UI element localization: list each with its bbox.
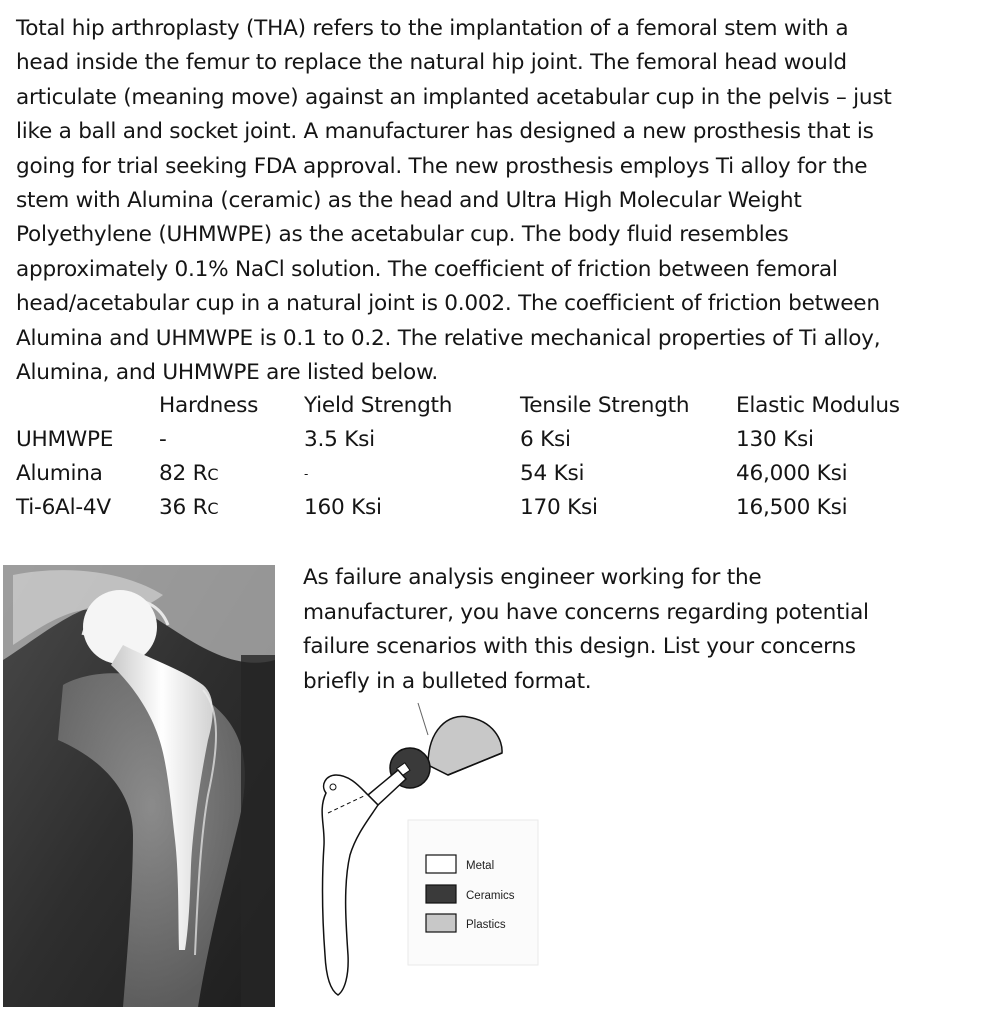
legend-swatch-plastics <box>426 914 456 932</box>
row-tensile: 54 Ksi <box>520 461 585 486</box>
question-line: As failure analysis engineer working for the <box>303 565 762 590</box>
intro-line: Alumina and UHMWPE is 0.1 to 0.2. The relative mechanical properties of Ti alloy, <box>16 325 881 351</box>
intro-line: head/acetabular cup in a natural joint is 0.002. The coefficient of friction between <box>16 291 880 317</box>
row-material: UHMWPE <box>16 427 114 452</box>
row-tensile: 170 Ksi <box>520 495 598 520</box>
legend-swatch-ceramics <box>426 885 456 903</box>
femoral-stem-metal <box>322 775 378 995</box>
acetabular-cup-plastic <box>428 716 502 775</box>
row-yield: 160 Ksi <box>304 495 382 520</box>
question-line: briefly in a bulleted format. <box>303 668 592 694</box>
question-paragraph <box>303 561 983 699</box>
intro-line: Polyethylene (UHMWPE) as the acetabular cup. The body fluid resembles <box>16 222 789 248</box>
cup-edge <box>418 703 428 735</box>
header-elastic-modulus: Elastic Modulus <box>736 393 900 418</box>
soft-tissue <box>241 655 275 1007</box>
intro-line: stem with Alumina (ceramic) as the head and Ultra High Molecular Weight <box>16 188 802 214</box>
legend-label-ceramics: Ceramics <box>466 890 515 902</box>
row-modulus: 130 Ksi <box>736 427 814 452</box>
legend-label-metal: Metal <box>466 860 495 872</box>
question-line: manufacturer, you have concerns regarding potential <box>303 599 869 625</box>
intro-line: going for trial seeking FDA approval. The new prosthesis employs Ti alloy for the <box>16 153 868 179</box>
row-hardness: 82 RC <box>159 461 219 486</box>
row-yield: - <box>304 467 309 481</box>
intro-line: Total hip arthroplasty (THA) refers to the implantation of a femoral stem with a <box>16 16 849 41</box>
row-hardness: 36 RC <box>159 495 219 520</box>
intro-line: like a ball and socket joint. A manufacturer has designed a new prosthesis that is <box>16 119 874 145</box>
header-tensile-strength: Tensile Strength <box>520 393 690 418</box>
row-modulus: 46,000 Ksi <box>736 461 848 486</box>
question-line: failure scenarios with this design. List your concerns <box>303 634 856 659</box>
row-yield: 3.5 Ksi <box>304 427 375 452</box>
row-modulus: 16,500 Ksi <box>736 495 848 520</box>
row-material: Alumina <box>16 461 103 486</box>
row-hardness: - <box>159 427 167 452</box>
prosthesis-diagram <box>298 695 548 1000</box>
intro-line: approximately 0.1% NaCl solution. The coefficient of friction between femoral <box>16 256 838 282</box>
intro-line: articulate (meaning move) against an implanted acetabular cup in the pelvis – just <box>16 84 892 110</box>
xray-image <box>3 565 275 1007</box>
row-material: Ti-6Al-4V <box>16 495 111 520</box>
row-tensile: 6 Ksi <box>520 427 571 452</box>
intro-line: Alumina, and UHMWPE are listed below. <box>16 360 439 386</box>
legend-label-plastics: Plastics <box>466 919 506 931</box>
header-yield-strength: Yield Strength <box>304 393 453 418</box>
intro-line: head inside the femur to replace the natural hip joint. The femoral head would <box>16 50 847 76</box>
intro-paragraph <box>16 12 991 390</box>
legend-swatch-metal <box>426 855 456 873</box>
header-hardness: Hardness <box>159 393 259 418</box>
